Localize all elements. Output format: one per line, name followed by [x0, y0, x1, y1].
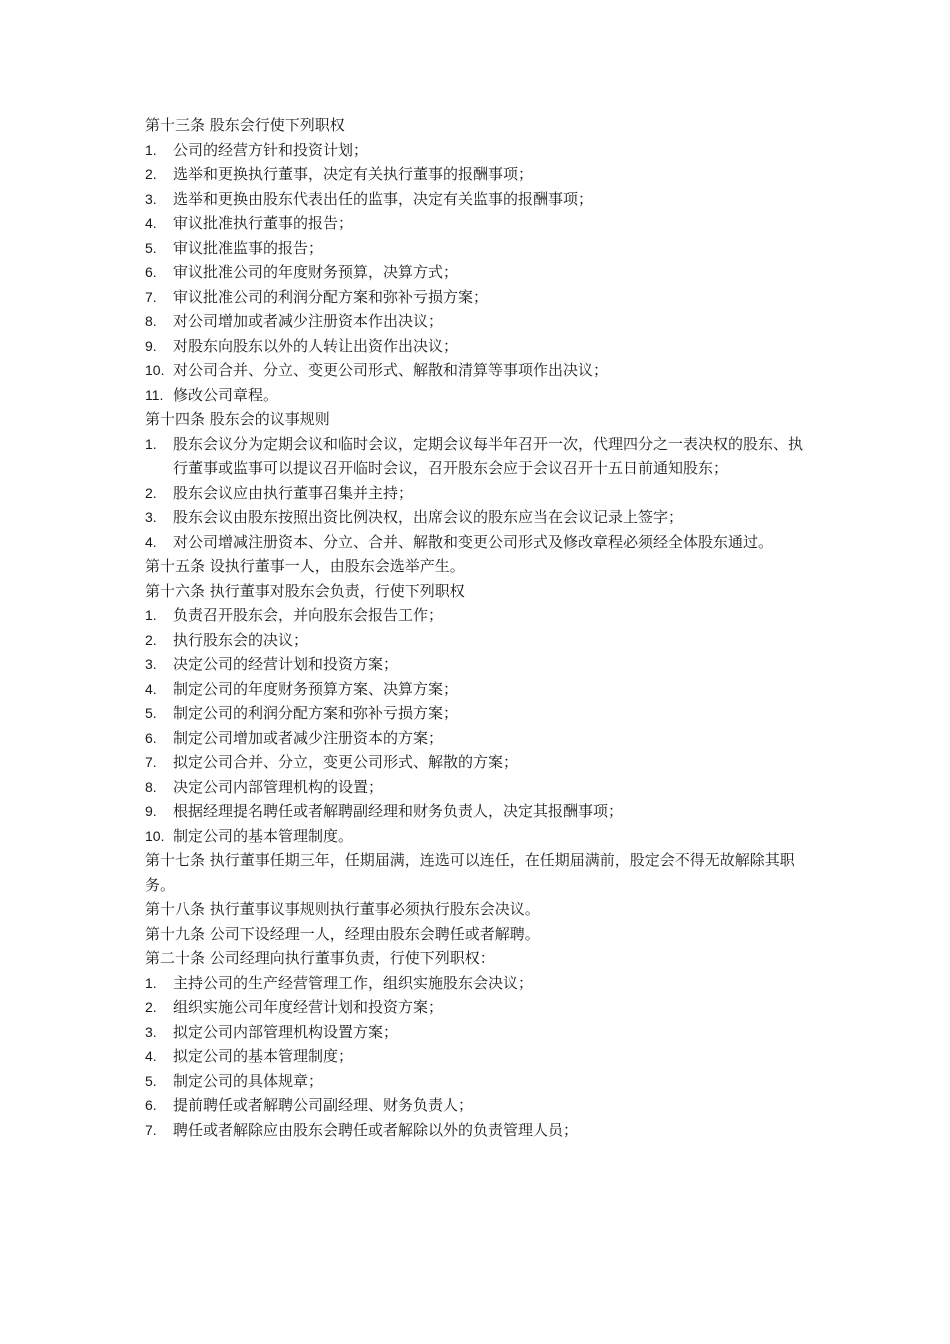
- list-item-text: 执行股东会的决议；: [173, 630, 309, 649]
- list-item-text: 审议批准公司的年度财务预算，决算方式；: [173, 263, 459, 281]
- list-item: [145, 211, 810, 236]
- list-item-number: 6.: [145, 729, 157, 746]
- list-item-number: 2.: [145, 166, 157, 182]
- list-item-number: 4.: [145, 680, 157, 697]
- article-item-list: [145, 971, 810, 1143]
- list-item: [145, 701, 810, 726]
- list-item: [145, 603, 810, 628]
- list-item: [145, 677, 810, 702]
- list-item-text: 决定公司的经营计划和投资方案；: [173, 655, 399, 673]
- list-item-text: 对公司增减注册资本、分立、合并、解散和变更公司形式及修改章程必须经全体股东通过。: [173, 532, 774, 551]
- list-item-number: 9.: [145, 803, 157, 819]
- list-item-number: 1.: [145, 141, 157, 158]
- list-item-number: 9.: [145, 337, 157, 354]
- list-item-number: 1.: [145, 435, 157, 452]
- list-item: [145, 530, 810, 555]
- list-item-text: 股东会议分为定期会议和临时会议，定期会议每半年召开一次，代理四分之一表决权的股东、执行董事或监事可以提议召开临时会议，召开股东会应于会议召开十五日前通知股东；: [173, 434, 804, 477]
- list-item-text: 制定公司的具体规章；: [173, 1071, 324, 1090]
- list-item-text: 根据经理提名聘任或者解聘副经理和财务负责人，决定其报酬事项；: [173, 802, 624, 820]
- list-item-text: 股东会议应由执行董事召集并主持；: [173, 483, 414, 502]
- list-item-text: 负责召开股东会，并向股东会报告工作；: [173, 606, 444, 624]
- list-item-number: 4.: [145, 533, 157, 550]
- list-item-number: 6.: [145, 264, 157, 280]
- list-item: [145, 995, 810, 1020]
- list-item-text: 审议批准执行董事的报告；: [173, 214, 354, 232]
- list-item-text: 拟定公司的基本管理制度；: [173, 1047, 354, 1065]
- list-item: [145, 628, 810, 653]
- article-item-list: [145, 432, 810, 555]
- list-item: [145, 652, 810, 677]
- list-item-text: 审议批准公司的利润分配方案和弥补亏损方案；: [173, 287, 489, 306]
- list-item: [145, 775, 810, 800]
- list-item-number: 1.: [145, 607, 157, 623]
- list-item-number: 8.: [145, 778, 157, 795]
- list-item-text: 股东会议由股东按照出资比例决权，出席会议的股东应当在会议记录上签字；: [173, 508, 684, 526]
- list-item: [145, 481, 810, 506]
- list-item-text: 选举和更换由股东代表出任的监事，决定有关监事的报酬事项；: [173, 189, 594, 208]
- list-item: [145, 285, 810, 310]
- list-item-number: 2.: [145, 484, 157, 501]
- list-item-text: 对股东向股东以外的人转让出资作出决议；: [173, 336, 459, 355]
- list-item-text: 制定公司的利润分配方案和弥补亏损方案；: [173, 704, 459, 722]
- list-item: [145, 309, 810, 334]
- list-item-number: 6.: [145, 1097, 157, 1113]
- list-item-text: 拟定公司内部管理机构设置方案；: [173, 1022, 399, 1041]
- list-item-number: 3.: [145, 1023, 157, 1040]
- list-item-number: 3.: [145, 509, 157, 525]
- list-item: [145, 138, 810, 163]
- list-item-number: 3.: [145, 190, 157, 207]
- article-heading: 第十七条 执行董事任期三年，任期届满，连选可以连任，在任期届满前，股定会不得无故解除其职务。: [145, 851, 795, 894]
- list-item: [145, 971, 810, 996]
- list-item-number: 10.: [145, 362, 165, 378]
- list-item-number: 5.: [145, 239, 157, 256]
- list-item-number: 4.: [145, 1048, 157, 1064]
- list-item-number: 4.: [145, 215, 157, 231]
- article-heading: 第二十条 公司经理向执行董事负责，行使下列职权：: [145, 949, 495, 967]
- list-item: [145, 334, 810, 359]
- list-item: [145, 358, 810, 383]
- list-item-number: 8.: [145, 313, 157, 329]
- article-heading: 第十六条 执行董事对股东会负责，行使下列职权: [145, 581, 465, 600]
- list-item-number: 7.: [145, 1121, 157, 1138]
- list-item-number: 11.: [145, 386, 164, 403]
- list-item-text: 决定公司内部管理机构的设置；: [173, 777, 384, 796]
- list-item-text: 审议批准监事的报告；: [173, 238, 324, 257]
- list-item-number: 10.: [145, 827, 165, 844]
- list-item-text: 主持公司的生产经营管理工作，组织实施股东会决议；: [173, 973, 534, 992]
- list-item-text: 公司的经营方针和投资计划；: [173, 140, 369, 159]
- list-item-number: 3.: [145, 656, 157, 672]
- list-item-number: 5.: [145, 1072, 157, 1089]
- list-item-number: 7.: [145, 288, 157, 305]
- list-item-number: 2.: [145, 999, 157, 1015]
- list-item-number: 5.: [145, 705, 157, 721]
- list-item-text: 修改公司章程。: [173, 385, 279, 404]
- list-item: [145, 1069, 810, 1094]
- list-item: [145, 187, 810, 212]
- list-item-number: 1.: [145, 974, 157, 991]
- list-item: [145, 726, 810, 751]
- list-item: [145, 824, 810, 849]
- article-heading: 第十三条 股东会行使下列职权: [145, 116, 345, 134]
- list-item: [145, 162, 810, 187]
- list-item-text: 制定公司的基本管理制度。: [173, 826, 354, 845]
- list-item: [145, 1020, 810, 1045]
- list-item-text: 选举和更换执行董事，决定有关执行董事的报酬事项；: [173, 165, 534, 183]
- list-item-number: 2.: [145, 631, 157, 648]
- list-item: [145, 799, 810, 824]
- list-item-text: 组织实施公司年度经营计划和投资方案；: [173, 998, 444, 1016]
- list-item-text: 制定公司增加或者减少注册资本的方案；: [173, 728, 444, 747]
- list-item-number: 7.: [145, 754, 157, 770]
- list-item-text: 对公司增加或者减少注册资本作出决议；: [173, 312, 444, 330]
- article-heading: 第十九条 公司下设经理一人，经理由股东会聘任或者解聘。: [145, 924, 540, 943]
- article-item-list: [145, 138, 810, 408]
- list-item-text: 聘任或者解除应由股东会聘任或者解除以外的负责管理人员；: [173, 1120, 579, 1139]
- list-item: [145, 260, 810, 285]
- list-item: [145, 1044, 810, 1069]
- list-item-text: 提前聘任或者解聘公司副经理、财务负责人；: [173, 1096, 474, 1114]
- list-item-text: 拟定公司合并、分立，变更公司形式、解散的方案；: [173, 753, 519, 771]
- list-item: [145, 236, 810, 261]
- list-item: [145, 432, 810, 481]
- list-item: [145, 1093, 810, 1118]
- article-heading: 第十四条 股东会的议事规则: [145, 410, 330, 428]
- article-heading: 第十八条 执行董事议事规则执行董事必须执行股东会决议。: [145, 900, 540, 918]
- list-item: [145, 505, 810, 530]
- list-item: [145, 1118, 810, 1143]
- list-item-text: 制定公司的年度财务预算方案、决算方案；: [173, 679, 459, 698]
- list-item: [145, 383, 810, 408]
- article-heading: 第十五条 设执行董事一人，由股东会选举产生。: [145, 557, 465, 575]
- list-item-text: 对公司合并、分立、变更公司形式、解散和清算等事项作出决议；: [173, 361, 609, 379]
- list-item: [145, 750, 810, 775]
- document-page: [145, 113, 810, 1142]
- article-item-list: [145, 603, 810, 848]
